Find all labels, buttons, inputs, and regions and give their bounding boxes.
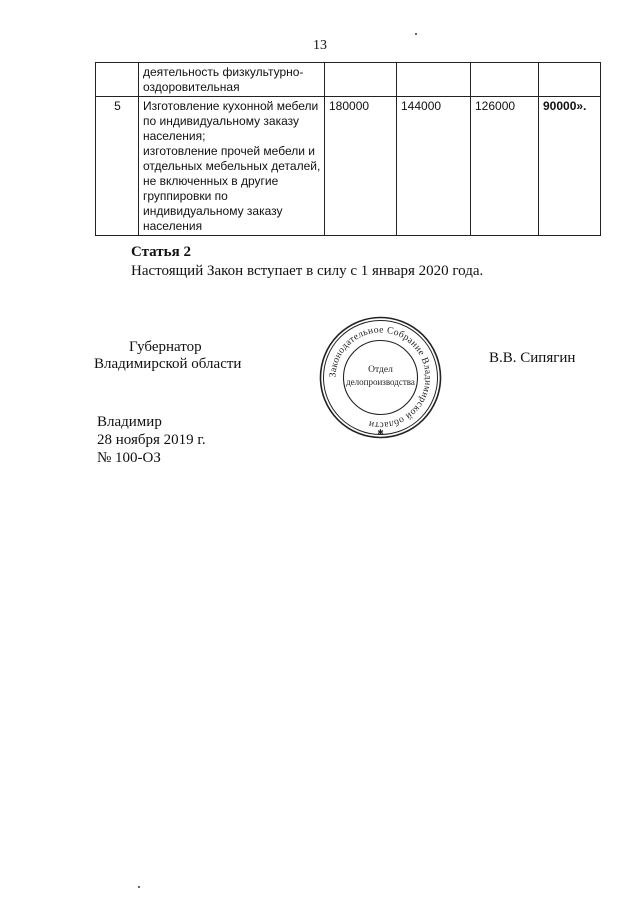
value-cell: 180000 [325,97,397,236]
value-cell: 126000 [471,97,539,236]
value-cell [325,63,397,97]
star-icon: ✱ [377,428,384,437]
stamp-center-line: делопроизводства [346,377,415,387]
scan-speck [138,886,140,888]
row-description [139,63,325,97]
law-number: № 100-ОЗ [97,450,161,466]
signing-details [97,413,206,467]
official-stamp [318,315,443,440]
description-line: не включенных в другие [143,174,279,188]
description-line: населения [143,219,203,233]
description-line: индивидуальному заказу [143,204,283,218]
scan-speck [415,33,417,35]
value-cell [471,63,539,97]
row-number: 5 [96,97,139,236]
description-line: группировки по [143,189,228,203]
fees-table [95,62,601,236]
description-line: деятельность физкультурно- [143,65,304,79]
value-cell: 144000 [397,97,471,236]
row-description [139,97,325,236]
stamp-ring-text: Законодательное Собрание Владимирской области [327,324,434,431]
description-line: отдельных мебельных деталей, [143,159,321,173]
page-number: 13 [313,38,327,53]
description-line: населения; [143,129,206,143]
value-cell [539,63,601,97]
table-row [96,63,601,97]
description-line: оздоровительная [143,80,240,94]
description-line: по индивидуальному заказу [143,114,300,128]
signatory-title: Губернатор [129,339,202,355]
article-text: Настоящий Закон вступает в силу с 1 января 2020 года. [131,263,484,279]
row-number [96,63,139,97]
signing-city: Владимир [97,414,162,430]
stamp-center-line: Отдел [368,365,393,375]
description-line: изготовление прочей мебели и [143,144,315,158]
description-line: Изготовление кухонной мебели [143,99,319,113]
table-row [96,97,601,236]
article-title: Статья 2 [131,244,191,260]
signatory-region: Владимирской области [94,356,242,372]
value-cell: 90000». [539,97,601,236]
signing-date: 28 ноября 2019 г. [97,432,206,448]
signatory-name: В.В. Сипягин [489,350,576,366]
value-cell [397,63,471,97]
